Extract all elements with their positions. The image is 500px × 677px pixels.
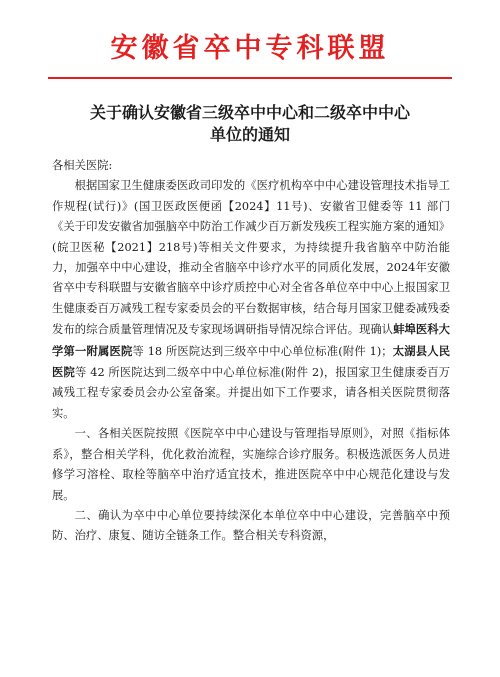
salutation: 各相关医院: <box>52 159 113 172</box>
notice-title <box>40 102 460 146</box>
hospital-name-1: 蚌埠医科大学第一附属医院 <box>52 322 450 358</box>
hospital-name-2: 太湖县人民医院 <box>52 343 450 380</box>
paragraph-2: 一、各相关医院按照《医院卒中中心建设与管理指导原则》，对照《指标体系》，整合相关学科，优化救治流程，实施综合诊疗服务。积极选派医务人员进修学习溶栓、取栓等脑卒中治疗适宜技术，推进医院卒中中心规范化建设与发展。 <box>52 427 450 502</box>
title-line-2: 单位的通知 <box>209 125 290 144</box>
paragraph-1-text-c: 等 42 所医院达到二级卒中中心单位标准(附件 2)，报国家卫生健康委百万减残工程专家委员会办公室备案。并提出如下工作要求，请各相关医院贯彻落实。 <box>52 366 450 420</box>
notice-body <box>52 156 450 547</box>
paragraph-1-text-b: 等 18 所医院达到三级卒中中心单位标准(附件 1)； <box>132 344 393 358</box>
red-divider <box>48 77 452 79</box>
title-line-1: 关于确认安徽省三级卒中中心和二级卒中中心 <box>89 103 410 122</box>
paragraph-3: 二、确认为卒中中心单位要持续深化本单位卒中中心建设，完善脑卒中预防、治疗、康复、随访全链条工作。整合相关专科资源， <box>52 508 450 543</box>
paragraph-1-text-a: 根据国家卫生健康委医政司印发的《医疗机构卒中中心建设管理技术指导工作规程(试行)》(国卫医政医便函【2024】11号)、安徽省卫健委等 11 部门《关于印发安徽省加强脑卒中防治工作减少百万新发残疾工程实施方案的通知》(皖卫医秘【2021】218号)等相关文件要求，为持续提升我省脑卒中防治能力，加强卒中中心建设，推动全省脑卒中诊疗水平的同质化发展，2024年安徽省卒中专科联盟与安徽省脑卒中诊疗质控中心对全省各单位卒中中心上报国家卫生健康委百万减残工程专家委员会的平台数据审核，结合每月国家卫健委减残委发布的综合质量管理情况及专家现场调研指导情况综合评估。现确认 <box>52 179 450 337</box>
organization-header: 安徽省卒中专科联盟 <box>110 33 390 64</box>
paragraph-1 <box>52 176 450 424</box>
